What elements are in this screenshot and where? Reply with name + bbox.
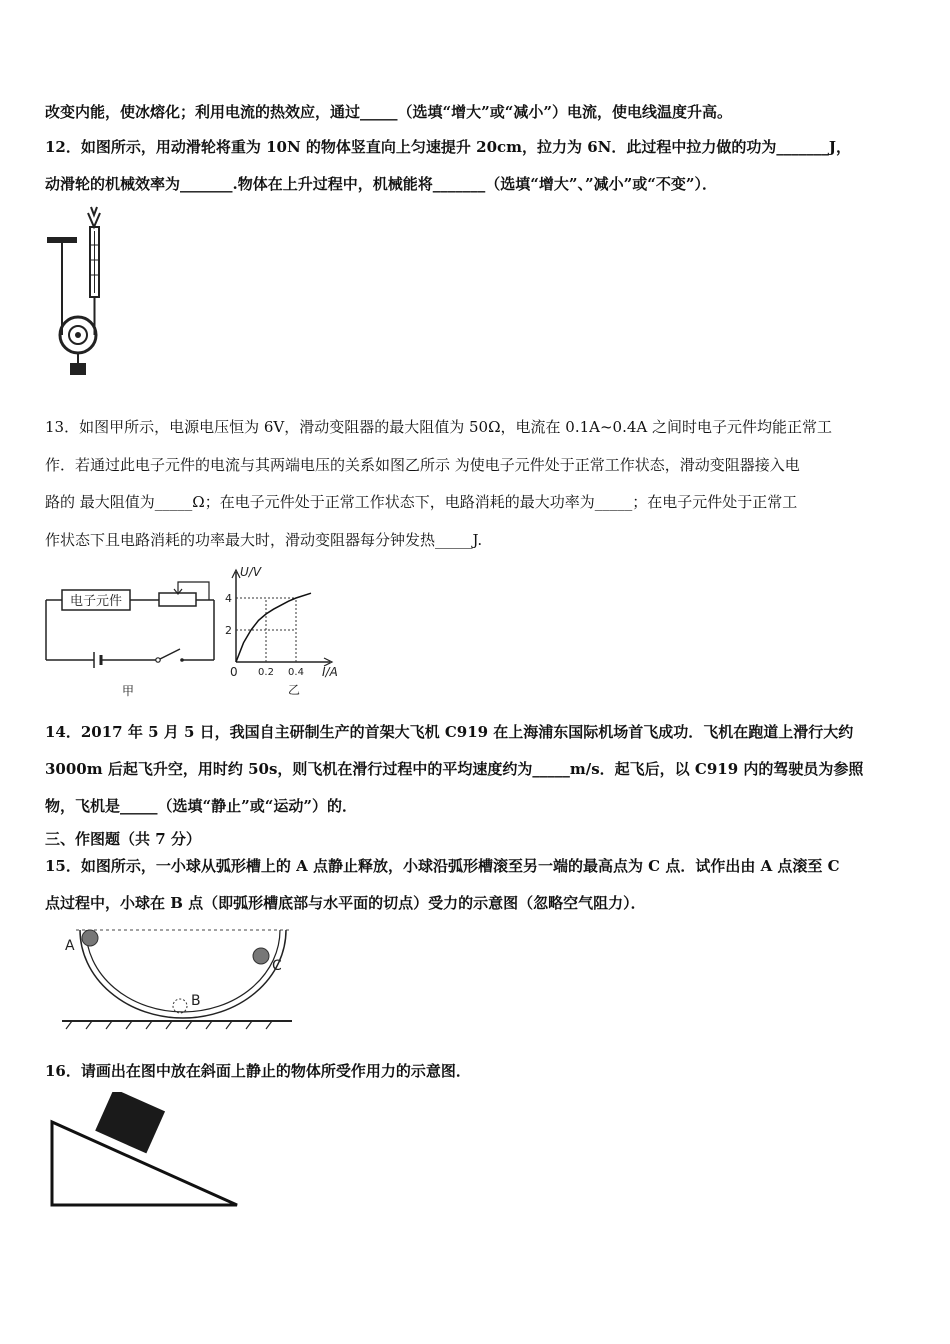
- question-13-line-4: 作状态下且电路消耗的功率最大时，滑动变阻器每分钟发热_____J.: [45, 531, 483, 549]
- question-14-line-2: 3000m 后起飞升空，用时约 50s，则飞机在滑行过程中的平均速度约为_____m/s．起飞后，以 C919 内的驾驶员为参照: [45, 760, 864, 778]
- arc-groove: [80, 930, 286, 1018]
- question-15-line-1: 15．如图所示，一小球从弧形槽上的 A 点静止释放，小球沿弧形槽滚至另一端的最高点为 C 点．试作出由 A 点滚至 C: [45, 857, 840, 875]
- ball-c: [253, 948, 269, 964]
- chart-x-label: I/A: [322, 665, 338, 679]
- ball-a: [82, 930, 98, 946]
- ball-b: [173, 999, 187, 1013]
- chart-y-tick-label: 2: [225, 624, 232, 637]
- question-12-line-2: 动滑轮的机械效率为_______.物体在上升过程中，机械能将_______（选填“增大”、”减小”或“不变”）．: [45, 175, 717, 193]
- point-c-label: C: [272, 958, 282, 974]
- block-on-incline: [95, 1092, 165, 1153]
- electronic-component-label: 电子元件: [69, 594, 123, 609]
- point-b-label: B: [191, 993, 201, 1009]
- point-a-label: A: [65, 938, 75, 954]
- question-12-line-1: 12．如图所示，用动滑轮将重为 10N 的物体竖直向上匀速提升 20cm，拉力为 6N．此过程中拉力做的功为_______J，: [45, 138, 851, 156]
- question-13-line-3: 路的 最大阻值为_____Ω；在电子元件处于正常工作状态下，电路消耗的最大功率为_____；在电子元件处于正常工: [45, 493, 798, 511]
- question-15-line-2: 点过程中，小球在 B 点（即弧形槽底部与水平面的切点）受力的示意图（忽略空气阻力）．: [45, 894, 646, 912]
- chart-x-tick-label: 0.4: [288, 667, 304, 678]
- chart-origin-label: 0: [230, 665, 238, 679]
- chart-series-line: [236, 593, 311, 662]
- u-i-chart: [222, 562, 347, 700]
- question-14-line-3: 物，飞机是_____（选填“静止”或“运动”）的．: [45, 797, 358, 815]
- question-13-line-1: 13．如图甲所示，电源电压恒为 6V，滑动变阻器的最大阻值为 50Ω，电流在 0.1A~0.4A 之间时电子元件均能正常工: [45, 418, 833, 436]
- chart-caption: 乙: [287, 683, 301, 697]
- pulley-figure: [44, 205, 119, 377]
- chart-y-label: U/V: [240, 565, 262, 579]
- incline-figure: [45, 1092, 245, 1214]
- rheostat-icon: [159, 593, 196, 606]
- text-line-prev-q11: 改变内能，使冰熔化；利用电流的热效应，通过_____（选填“增大”或“减小”）电流，使电线温度升高。: [45, 103, 733, 121]
- circuit-diagram: [44, 575, 219, 700]
- circuit-caption: 甲: [121, 684, 135, 698]
- question-16-line: 16．请画出在图中放在斜面上静止的物体所受作用力的示意图．: [45, 1062, 471, 1080]
- chart-x-tick-label: 0.2: [258, 667, 274, 678]
- section-3-title: 三、作图题（共 7 分）: [45, 830, 201, 848]
- chart-y-tick-label: 4: [225, 592, 232, 605]
- arc-groove-figure: [58, 922, 298, 1032]
- switch-icon: [156, 658, 160, 662]
- question-13-line-2: 作．若通过此电子元件的电流与其两端电压的关系如图乙所示 为使电子元件处于正常工作状态，滑动变阻器接入电: [45, 456, 800, 474]
- question-14-line-1: 14．2017 年 5 月 5 日，我国自主研制生产的首架大飞机 C919 在上海浦东国际机场首飞成功．飞机在跑道上滑行大约: [45, 723, 854, 741]
